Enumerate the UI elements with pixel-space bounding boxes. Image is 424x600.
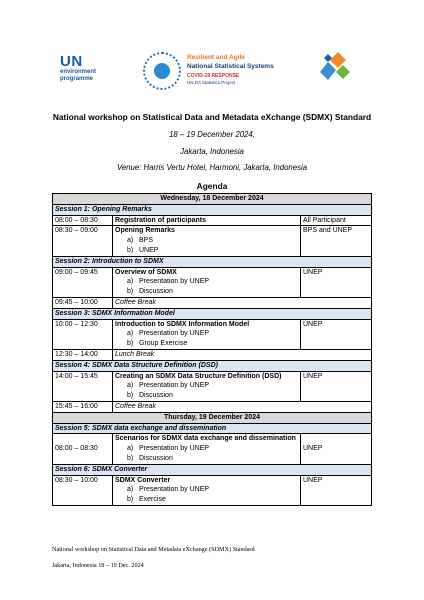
rans-logo-line: Resilient and Agile (187, 54, 245, 61)
time-cell: 08:30 – 10:00 (53, 475, 113, 505)
agenda-table (52, 193, 372, 506)
sub-item (115, 381, 298, 391)
sub-item (115, 277, 298, 287)
time-cell: 09:00 – 09:45 (53, 267, 113, 297)
session-row (53, 464, 372, 475)
list-marker: b) (127, 454, 134, 462)
list-marker: b) (127, 496, 134, 504)
time-cell: 10:00 – 12:30 (53, 319, 113, 349)
list-marker: a) (127, 486, 134, 494)
session-row (53, 256, 372, 267)
time-cell: 08:30 – 09:00 (53, 226, 113, 256)
activity-title: Creating an SDMX Data Structure Definition (DSD) (115, 372, 282, 380)
day-row (53, 412, 372, 423)
time-cell: 09:45 – 10:00 (53, 297, 113, 308)
sub-item-label: Presentation by UNEP (139, 330, 210, 338)
activity-cell (113, 319, 301, 349)
session-header: Session 4: SDMX Data Structure Definition (DSD) (53, 360, 372, 371)
session-row (53, 360, 372, 371)
list-marker: a) (127, 445, 134, 453)
list-marker: b) (127, 340, 134, 348)
session-header: Session 5: SDMX data exchange and dissemination (53, 423, 372, 434)
break-cell: Coffee Break (113, 297, 372, 308)
unep-logo-line: programme (60, 76, 94, 82)
responsible-cell: UNEP (301, 267, 372, 297)
activity-cell: Registration of participants (113, 215, 301, 226)
list-marker: a) (127, 237, 134, 245)
sub-item (115, 495, 298, 505)
workshop-dates: 18 – 19 December 2024, (169, 130, 255, 139)
responsible-cell: BPS and UNEP (301, 226, 372, 256)
rans-logo-line: COVID-19 RESPONSE (187, 73, 240, 79)
sub-item (115, 454, 298, 464)
sub-item (115, 329, 298, 339)
activity-title: Introduction to SDMX Information Model (115, 320, 250, 328)
sub-item-label: Discussion (139, 392, 173, 400)
workshop-title: National workshop on Statistical Data and Metadata eXchange (SDMX) Standard (52, 112, 372, 122)
time-cell: 08:00 – 08:30 (53, 215, 113, 226)
logo-bar (0, 44, 424, 100)
agenda-heading: Agenda (196, 181, 228, 191)
sub-item-label: Presentation by UNEP (139, 382, 210, 390)
table-row (53, 371, 372, 401)
session-header: Session 2: Introduction to SDMX (53, 256, 372, 267)
table-row (53, 267, 372, 297)
footer-location: Jakarta, Indonesia 18 – 19 Dec. 2024 (52, 562, 144, 569)
globe-icon (143, 52, 181, 90)
activity-cell (113, 371, 301, 401)
table-row (53, 319, 372, 349)
sub-item-label: UNEP (139, 246, 159, 254)
unep-logo-line: environment (60, 69, 97, 75)
activity-title: Overview of SDMX (115, 268, 177, 276)
sub-item (115, 444, 298, 454)
bps-logo (316, 48, 352, 84)
time-cell: 15:45 – 16:00 (53, 401, 113, 412)
responsible-cell: UNEP (301, 319, 372, 349)
time-cell: 12:30 – 14:00 (53, 349, 113, 360)
session-header: Session 1: Opening Remarks (53, 204, 372, 215)
activity-cell (113, 226, 301, 256)
activity-title: Opening Remarks (115, 227, 175, 235)
activity-cell (113, 475, 301, 505)
time-cell: 08:00 – 08:30 (53, 434, 113, 464)
responsible-cell: UNEP (301, 434, 372, 464)
session-row (53, 204, 372, 215)
responsible-cell: UNEP (301, 475, 372, 505)
table-row (53, 434, 372, 464)
table-row (53, 349, 372, 360)
session-row (53, 423, 372, 434)
sub-item (115, 485, 298, 495)
activity-cell (113, 434, 301, 464)
list-marker: a) (127, 382, 134, 390)
workshop-location: Jakarta, Indonesia (180, 147, 244, 156)
sub-item-label: Discussion (139, 288, 173, 296)
break-cell: Lunch Break (113, 349, 372, 360)
activity-title: SDMX Converter (115, 476, 171, 484)
list-marker: b) (127, 246, 134, 254)
table-row (53, 401, 372, 412)
sub-item (115, 246, 298, 256)
sub-item (115, 339, 298, 349)
workshop-venue: Venue: Harris Vertu Hotel, Harmoni, Jakarta, Indonesia (116, 163, 308, 172)
rans-logo-line: UN DA Statistics Project (187, 80, 236, 85)
session-row (53, 308, 372, 319)
list-marker: b) (127, 392, 134, 400)
sub-item-label: BPS (139, 237, 154, 245)
footer-title: National workshop on Statistical Data and Metadata eXchange (SDMX) Standard (52, 546, 255, 553)
sub-item-label: Group Exercise (139, 340, 188, 348)
rans-logo (143, 46, 303, 96)
sub-item (115, 236, 298, 246)
activity-cell (113, 267, 301, 297)
table-row (53, 215, 372, 226)
sub-item-label: Presentation by UNEP (139, 486, 210, 494)
sub-item-label: Presentation by UNEP (139, 445, 210, 453)
day-header: Wednesday, 18 December 2024 (53, 194, 372, 205)
activity-title: Scenarios for SDMX data exchange and dissemination (115, 435, 296, 443)
session-header: Session 6: SDMX Converter (53, 464, 372, 475)
list-marker: a) (127, 278, 134, 286)
sub-item-label: Discussion (139, 454, 173, 462)
time-cell: 14:00 – 15:45 (53, 371, 113, 401)
responsible-cell: UNEP (301, 371, 372, 401)
responsible-cell: All Participant (301, 215, 372, 226)
day-row (53, 194, 372, 205)
session-header: Session 3: SDMX Information Model (53, 308, 372, 319)
sub-item (115, 391, 298, 401)
unep-logo (60, 54, 120, 83)
list-marker: a) (127, 330, 134, 338)
list-marker: b) (127, 288, 134, 296)
table-row (53, 226, 372, 256)
sub-item-label: Presentation by UNEP (139, 278, 210, 286)
break-cell: Coffee Break (113, 401, 372, 412)
table-row (53, 297, 372, 308)
day-header: Thursday, 19 December 2024 (53, 412, 372, 423)
table-row (53, 475, 372, 505)
sub-item (115, 287, 298, 297)
unep-logo-mark: UN (60, 53, 83, 70)
rans-logo-line: National Statistical Systems (187, 63, 274, 70)
sub-item-label: Exercise (139, 496, 166, 504)
